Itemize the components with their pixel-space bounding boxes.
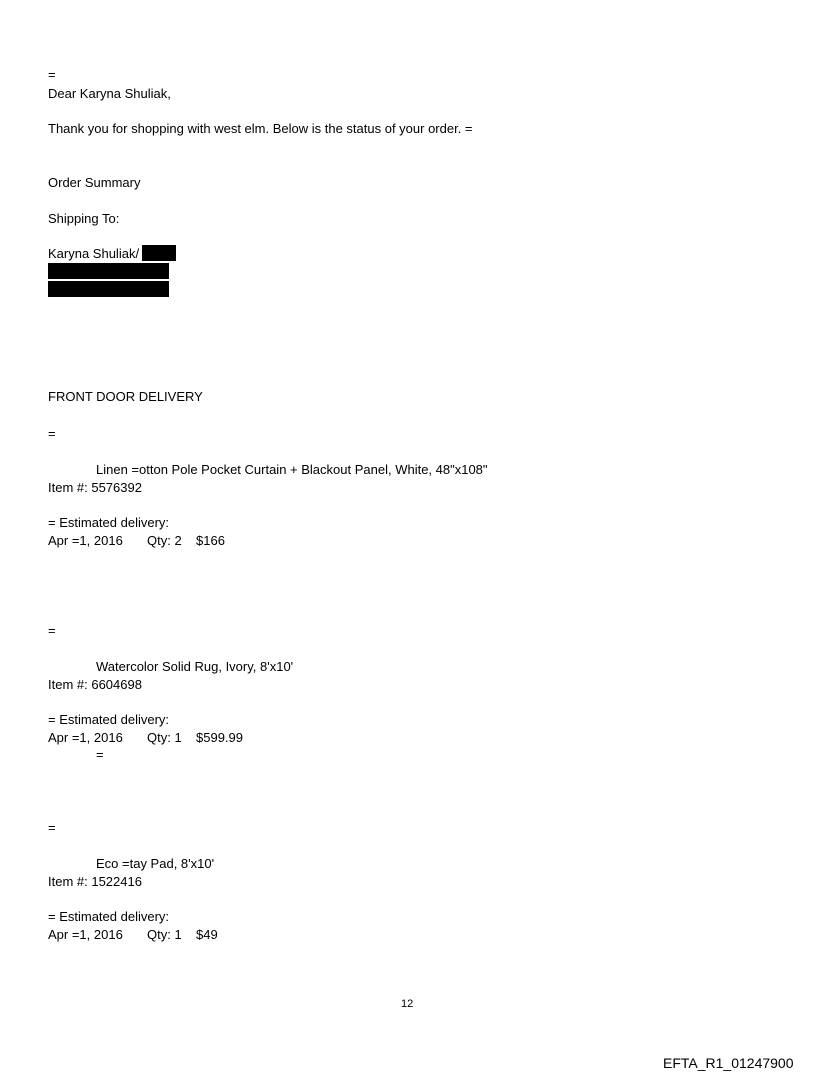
estimated-delivery-label: = Estimated delivery: (48, 712, 170, 727)
top-equals: = (48, 67, 56, 82)
shipping-to-label: Shipping To: (48, 211, 120, 226)
item-qty: Qty: 2 (147, 533, 182, 548)
item-number: Item #: 5576392 (48, 480, 142, 495)
item-name: Eco =tay Pad, 8'x10' (96, 856, 215, 871)
item-separator: = (48, 426, 56, 441)
item-separator: = (48, 623, 56, 638)
redaction-block (142, 245, 176, 261)
item-qty: Qty: 1 (147, 730, 182, 745)
item-number: Item #: 6604698 (48, 677, 142, 692)
item-price: $49 (196, 927, 218, 942)
recipient-name: Karyna Shuliak/ (48, 246, 140, 261)
estimated-delivery-label: = Estimated delivery: (48, 909, 170, 924)
delivery-method: FRONT DOOR DELIVERY (48, 389, 203, 404)
item-price: $166 (196, 533, 225, 548)
item-name: Linen =otton Pole Pocket Curtain + Blackout Panel, White, 48"x108" (96, 462, 488, 477)
greeting: Dear Karyna Shuliak, (48, 86, 171, 101)
redaction-block (48, 263, 169, 279)
trailing-equals: = (96, 747, 104, 762)
item-name: Watercolor Solid Rug, Ivory, 8'x10' (96, 659, 294, 674)
item-separator: = (48, 820, 56, 835)
redaction-block (48, 281, 169, 297)
document-id: EFTA_R1_01247900 (663, 1055, 794, 1071)
delivery-date: Apr =1, 2016 (48, 533, 123, 548)
item-qty: Qty: 1 (147, 927, 182, 942)
delivery-date: Apr =1, 2016 (48, 927, 123, 942)
delivery-date: Apr =1, 2016 (48, 730, 123, 745)
estimated-delivery-label: = Estimated delivery: (48, 515, 170, 530)
intro-text: Thank you for shopping with west elm. Below is the status of your order. = (48, 121, 473, 136)
item-price: $599.99 (196, 730, 243, 745)
item-number: Item #: 1522416 (48, 874, 142, 889)
page-number: 12 (401, 998, 414, 1010)
order-summary-heading: Order Summary (48, 175, 141, 190)
